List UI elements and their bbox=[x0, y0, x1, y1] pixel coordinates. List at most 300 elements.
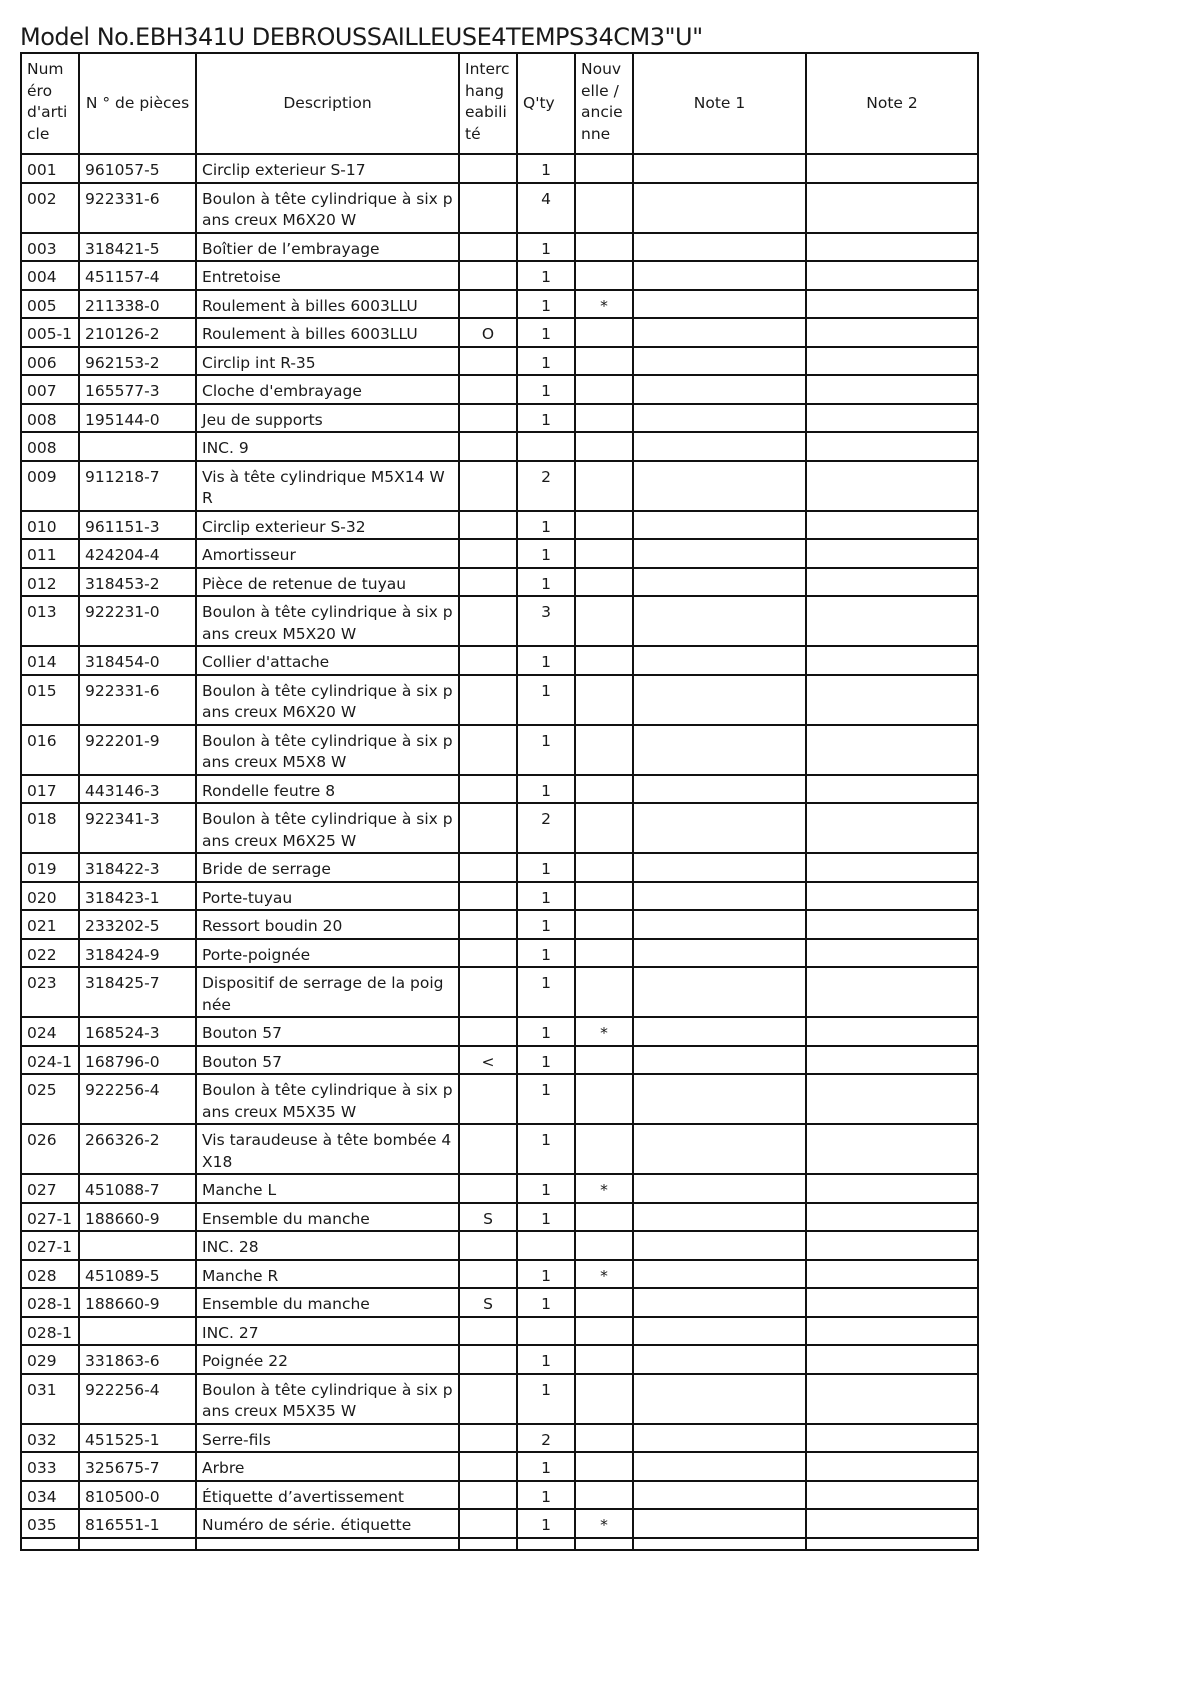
table-row bbox=[21, 939, 978, 968]
cell-qty: 1 bbox=[517, 154, 575, 183]
table-row bbox=[21, 511, 978, 540]
cell-qty: 1 bbox=[517, 290, 575, 319]
cell-newold bbox=[575, 261, 633, 290]
cell-part: 451157-4 bbox=[79, 261, 196, 290]
cell-qty: 1 bbox=[517, 910, 575, 939]
cell-part: 922331-6 bbox=[79, 675, 196, 725]
cell-newold bbox=[575, 1317, 633, 1346]
cell-note2 bbox=[806, 154, 978, 183]
cell-newold bbox=[575, 1046, 633, 1075]
cell-newold bbox=[575, 432, 633, 461]
cell-inter bbox=[459, 1345, 517, 1374]
cell-note2 bbox=[806, 511, 978, 540]
table-row bbox=[21, 725, 978, 775]
cell-newold bbox=[575, 511, 633, 540]
cell-num: 027-1 bbox=[21, 1231, 79, 1260]
cell-note2 bbox=[806, 461, 978, 511]
cell-note2 bbox=[806, 1231, 978, 1260]
table-row bbox=[21, 1231, 978, 1260]
cell-inter bbox=[459, 1017, 517, 1046]
cell-desc: Numéro de série. étiquette bbox=[196, 1509, 459, 1538]
cell-inter bbox=[459, 675, 517, 725]
cell-qty: 1 bbox=[517, 882, 575, 911]
cell-note1 bbox=[633, 1345, 806, 1374]
cell-part: 331863-6 bbox=[79, 1345, 196, 1374]
cell-newold bbox=[575, 882, 633, 911]
cell-inter bbox=[459, 290, 517, 319]
cell-qty: 1 bbox=[517, 675, 575, 725]
cell-qty: 1 bbox=[517, 853, 575, 882]
cell-desc: Étiquette d’avertissement bbox=[196, 1481, 459, 1510]
cell-inter bbox=[459, 511, 517, 540]
cell-note1 bbox=[633, 596, 806, 646]
cell-note1 bbox=[633, 882, 806, 911]
table-row bbox=[21, 1481, 978, 1510]
cell-newold bbox=[575, 568, 633, 597]
cell-part: 325675-7 bbox=[79, 1452, 196, 1481]
cell-newold bbox=[575, 1231, 633, 1260]
cell-desc: Ressort boudin 20 bbox=[196, 910, 459, 939]
cell-desc: Roulement à billes 6003LLU bbox=[196, 318, 459, 347]
cell-qty: 1 bbox=[517, 1174, 575, 1203]
cell-newold bbox=[575, 1345, 633, 1374]
cell-qty: 1 bbox=[517, 1452, 575, 1481]
cell-part: 195144-0 bbox=[79, 404, 196, 433]
cell-part: 318423-1 bbox=[79, 882, 196, 911]
cell-part: 318425-7 bbox=[79, 967, 196, 1017]
col-header-note2: Note 2 bbox=[806, 53, 978, 154]
cell-part: 168796-0 bbox=[79, 1046, 196, 1075]
cell-note2 bbox=[806, 1509, 978, 1538]
cell-qty: 1 bbox=[517, 1074, 575, 1124]
table-row bbox=[21, 318, 978, 347]
cell-empty bbox=[21, 1538, 79, 1550]
cell-num: 028-1 bbox=[21, 1317, 79, 1346]
cell-desc: Bouton 57 bbox=[196, 1046, 459, 1075]
cell-num: 015 bbox=[21, 675, 79, 725]
cell-desc: Ensemble du manche bbox=[196, 1203, 459, 1232]
cell-qty: 2 bbox=[517, 461, 575, 511]
cell-note2 bbox=[806, 432, 978, 461]
table-row bbox=[21, 967, 978, 1017]
cell-part bbox=[79, 1317, 196, 1346]
cell-newold bbox=[575, 803, 633, 853]
cell-note1 bbox=[633, 1124, 806, 1174]
cell-part: 233202-5 bbox=[79, 910, 196, 939]
cell-part: 211338-0 bbox=[79, 290, 196, 319]
table-row bbox=[21, 675, 978, 725]
cell-desc: Rondelle feutre 8 bbox=[196, 775, 459, 804]
cell-desc: Roulement à billes 6003LLU bbox=[196, 290, 459, 319]
cell-num: 016 bbox=[21, 725, 79, 775]
cell-note1 bbox=[633, 1481, 806, 1510]
cell-inter bbox=[459, 1452, 517, 1481]
table-row bbox=[21, 646, 978, 675]
cell-desc: Boulon à tête cylindrique à six pans creux M5X35 W bbox=[196, 1374, 459, 1424]
cell-note2 bbox=[806, 775, 978, 804]
cell-note2 bbox=[806, 568, 978, 597]
cell-note2 bbox=[806, 1074, 978, 1124]
cell-part: 318453-2 bbox=[79, 568, 196, 597]
cell-note2 bbox=[806, 1288, 978, 1317]
cell-note2 bbox=[806, 882, 978, 911]
cell-newold bbox=[575, 183, 633, 233]
cell-desc: Boulon à tête cylindrique à six pans creux M5X20 W bbox=[196, 596, 459, 646]
cell-note1 bbox=[633, 461, 806, 511]
cell-num: 029 bbox=[21, 1345, 79, 1374]
cell-newold: * bbox=[575, 1174, 633, 1203]
cell-num: 032 bbox=[21, 1424, 79, 1453]
cell-newold bbox=[575, 1203, 633, 1232]
cell-desc: Circlip int R-35 bbox=[196, 347, 459, 376]
cell-inter bbox=[459, 183, 517, 233]
cell-qty bbox=[517, 1317, 575, 1346]
cell-note2 bbox=[806, 675, 978, 725]
cell-qty: 1 bbox=[517, 1509, 575, 1538]
cell-qty: 1 bbox=[517, 775, 575, 804]
col-header-inter: Interchangeabilité bbox=[459, 53, 517, 154]
table-row bbox=[21, 803, 978, 853]
cell-num: 019 bbox=[21, 853, 79, 882]
cell-desc: Boulon à tête cylindrique à six pans creux M5X35 W bbox=[196, 1074, 459, 1124]
cell-num: 022 bbox=[21, 939, 79, 968]
cell-note2 bbox=[806, 910, 978, 939]
table-row bbox=[21, 183, 978, 233]
cell-note2 bbox=[806, 1046, 978, 1075]
cell-newold bbox=[575, 461, 633, 511]
table-row bbox=[21, 882, 978, 911]
cell-qty: 1 bbox=[517, 967, 575, 1017]
cell-inter bbox=[459, 967, 517, 1017]
cell-desc: INC. 28 bbox=[196, 1231, 459, 1260]
cell-qty: 1 bbox=[517, 233, 575, 262]
cell-note2 bbox=[806, 539, 978, 568]
cell-num: 033 bbox=[21, 1452, 79, 1481]
cell-desc: Boulon à tête cylindrique à six pans creux M6X20 W bbox=[196, 183, 459, 233]
cell-num: 021 bbox=[21, 910, 79, 939]
table-row bbox=[21, 1074, 978, 1124]
table-row-partial bbox=[21, 1538, 978, 1550]
table-row bbox=[21, 1046, 978, 1075]
cell-num: 003 bbox=[21, 233, 79, 262]
cell-num: 013 bbox=[21, 596, 79, 646]
cell-empty bbox=[806, 1538, 978, 1550]
cell-note1 bbox=[633, 318, 806, 347]
cell-desc: Porte-poignée bbox=[196, 939, 459, 968]
cell-note1 bbox=[633, 511, 806, 540]
cell-qty: 1 bbox=[517, 1481, 575, 1510]
cell-empty bbox=[459, 1538, 517, 1550]
cell-num: 011 bbox=[21, 539, 79, 568]
cell-inter bbox=[459, 910, 517, 939]
cell-note2 bbox=[806, 1317, 978, 1346]
cell-note2 bbox=[806, 596, 978, 646]
cell-qty: 2 bbox=[517, 1424, 575, 1453]
cell-num: 027-1 bbox=[21, 1203, 79, 1232]
cell-note2 bbox=[806, 853, 978, 882]
cell-qty: 1 bbox=[517, 646, 575, 675]
cell-note2 bbox=[806, 939, 978, 968]
cell-num: 012 bbox=[21, 568, 79, 597]
cell-note1 bbox=[633, 1203, 806, 1232]
cell-inter bbox=[459, 233, 517, 262]
cell-inter: S bbox=[459, 1203, 517, 1232]
cell-qty: 4 bbox=[517, 183, 575, 233]
cell-num: 005 bbox=[21, 290, 79, 319]
cell-inter bbox=[459, 1231, 517, 1260]
cell-num: 014 bbox=[21, 646, 79, 675]
cell-inter bbox=[459, 1509, 517, 1538]
cell-newold bbox=[575, 1124, 633, 1174]
cell-note2 bbox=[806, 803, 978, 853]
cell-newold bbox=[575, 1481, 633, 1510]
table-row bbox=[21, 404, 978, 433]
col-header-qty: Q'ty bbox=[517, 53, 575, 154]
cell-desc: Boulon à tête cylindrique à six pans creux M5X8 W bbox=[196, 725, 459, 775]
cell-note1 bbox=[633, 347, 806, 376]
cell-num: 007 bbox=[21, 375, 79, 404]
cell-note1 bbox=[633, 1424, 806, 1453]
cell-qty: 1 bbox=[517, 568, 575, 597]
cell-num: 031 bbox=[21, 1374, 79, 1424]
cell-num: 010 bbox=[21, 511, 79, 540]
cell-note2 bbox=[806, 1124, 978, 1174]
cell-desc: Circlip exterieur S-32 bbox=[196, 511, 459, 540]
cell-num: 004 bbox=[21, 261, 79, 290]
cell-num: 024-1 bbox=[21, 1046, 79, 1075]
cell-desc: Ensemble du manche bbox=[196, 1288, 459, 1317]
cell-note1 bbox=[633, 539, 806, 568]
cell-note1 bbox=[633, 568, 806, 597]
cell-desc: Bride de serrage bbox=[196, 853, 459, 882]
cell-num: 028 bbox=[21, 1260, 79, 1289]
cell-desc: Boulon à tête cylindrique à six pans creux M6X20 W bbox=[196, 675, 459, 725]
cell-qty: 1 bbox=[517, 1046, 575, 1075]
table-header-row bbox=[21, 53, 978, 154]
cell-inter bbox=[459, 261, 517, 290]
cell-note2 bbox=[806, 967, 978, 1017]
cell-num: 005-1 bbox=[21, 318, 79, 347]
cell-desc: Boîtier de l’embrayage bbox=[196, 233, 459, 262]
cell-newold bbox=[575, 233, 633, 262]
cell-qty: 1 bbox=[517, 1345, 575, 1374]
cell-inter bbox=[459, 725, 517, 775]
table-row bbox=[21, 1374, 978, 1424]
cell-inter bbox=[459, 432, 517, 461]
table-row bbox=[21, 596, 978, 646]
cell-desc: Arbre bbox=[196, 1452, 459, 1481]
table-row bbox=[21, 233, 978, 262]
cell-part: 451525-1 bbox=[79, 1424, 196, 1453]
cell-part: 188660-9 bbox=[79, 1203, 196, 1232]
table-row bbox=[21, 461, 978, 511]
cell-desc: Poignée 22 bbox=[196, 1345, 459, 1374]
cell-part: 922231-0 bbox=[79, 596, 196, 646]
cell-desc: Pièce de retenue de tuyau bbox=[196, 568, 459, 597]
cell-note2 bbox=[806, 1345, 978, 1374]
cell-note1 bbox=[633, 725, 806, 775]
cell-qty: 1 bbox=[517, 1203, 575, 1232]
cell-part: 922331-6 bbox=[79, 183, 196, 233]
page-title: Model No.EBH341U DEBROUSSAILLEUSE4TEMPS34CM3"U" bbox=[20, 23, 703, 51]
col-header-num: Numéro d'article bbox=[21, 53, 79, 154]
col-header-desc: Description bbox=[196, 53, 459, 154]
cell-part: 922256-4 bbox=[79, 1374, 196, 1424]
cell-note1 bbox=[633, 1317, 806, 1346]
cell-note2 bbox=[806, 725, 978, 775]
cell-desc: Manche L bbox=[196, 1174, 459, 1203]
cell-desc: Manche R bbox=[196, 1260, 459, 1289]
cell-inter: < bbox=[459, 1046, 517, 1075]
cell-note1 bbox=[633, 1174, 806, 1203]
cell-note1 bbox=[633, 1074, 806, 1124]
cell-note1 bbox=[633, 775, 806, 804]
cell-inter: S bbox=[459, 1288, 517, 1317]
cell-desc: Jeu de supports bbox=[196, 404, 459, 433]
cell-qty: 1 bbox=[517, 539, 575, 568]
cell-inter bbox=[459, 803, 517, 853]
cell-newold bbox=[575, 596, 633, 646]
cell-part: 810500-0 bbox=[79, 1481, 196, 1510]
cell-desc: Vis à tête cylindrique M5X14 WR bbox=[196, 461, 459, 511]
cell-note2 bbox=[806, 318, 978, 347]
cell-note1 bbox=[633, 803, 806, 853]
cell-desc: Cloche d'embrayage bbox=[196, 375, 459, 404]
cell-part: 922256-4 bbox=[79, 1074, 196, 1124]
cell-note2 bbox=[806, 233, 978, 262]
cell-num: 023 bbox=[21, 967, 79, 1017]
cell-note2 bbox=[806, 1017, 978, 1046]
cell-newold bbox=[575, 154, 633, 183]
cell-inter bbox=[459, 568, 517, 597]
cell-num: 025 bbox=[21, 1074, 79, 1124]
cell-inter bbox=[459, 939, 517, 968]
cell-newold bbox=[575, 1288, 633, 1317]
cell-inter bbox=[459, 1317, 517, 1346]
cell-note1 bbox=[633, 1017, 806, 1046]
cell-note1 bbox=[633, 967, 806, 1017]
cell-desc: INC. 27 bbox=[196, 1317, 459, 1346]
cell-qty: 1 bbox=[517, 375, 575, 404]
cell-note1 bbox=[633, 675, 806, 725]
cell-newold: * bbox=[575, 1017, 633, 1046]
cell-note1 bbox=[633, 1231, 806, 1260]
cell-qty: 1 bbox=[517, 404, 575, 433]
cell-part: 318424-9 bbox=[79, 939, 196, 968]
cell-num: 026 bbox=[21, 1124, 79, 1174]
cell-num: 035 bbox=[21, 1509, 79, 1538]
cell-part bbox=[79, 432, 196, 461]
cell-desc: Circlip exterieur S-17 bbox=[196, 154, 459, 183]
cell-note1 bbox=[633, 261, 806, 290]
cell-note2 bbox=[806, 646, 978, 675]
cell-inter bbox=[459, 154, 517, 183]
cell-note1 bbox=[633, 290, 806, 319]
table-row bbox=[21, 539, 978, 568]
table-body bbox=[21, 154, 978, 1550]
cell-desc: Bouton 57 bbox=[196, 1017, 459, 1046]
cell-num: 006 bbox=[21, 347, 79, 376]
cell-note1 bbox=[633, 1288, 806, 1317]
cell-part: 424204-4 bbox=[79, 539, 196, 568]
cell-note2 bbox=[806, 1424, 978, 1453]
cell-note1 bbox=[633, 853, 806, 882]
table-row bbox=[21, 347, 978, 376]
table-row bbox=[21, 154, 978, 183]
cell-note1 bbox=[633, 1260, 806, 1289]
cell-note1 bbox=[633, 1509, 806, 1538]
cell-inter bbox=[459, 1074, 517, 1124]
cell-qty: 1 bbox=[517, 939, 575, 968]
cell-qty: 1 bbox=[517, 511, 575, 540]
cell-newold bbox=[575, 539, 633, 568]
cell-note1 bbox=[633, 1046, 806, 1075]
cell-inter bbox=[459, 404, 517, 433]
cell-note2 bbox=[806, 183, 978, 233]
cell-note1 bbox=[633, 375, 806, 404]
cell-part: 961151-3 bbox=[79, 511, 196, 540]
cell-empty bbox=[79, 1538, 196, 1550]
cell-qty: 1 bbox=[517, 1260, 575, 1289]
cell-qty: 2 bbox=[517, 803, 575, 853]
table-row bbox=[21, 1017, 978, 1046]
cell-note2 bbox=[806, 261, 978, 290]
cell-note1 bbox=[633, 233, 806, 262]
table-row bbox=[21, 1203, 978, 1232]
cell-inter bbox=[459, 596, 517, 646]
cell-part bbox=[79, 1231, 196, 1260]
table-row bbox=[21, 1452, 978, 1481]
cell-note1 bbox=[633, 183, 806, 233]
cell-newold bbox=[575, 646, 633, 675]
cell-inter bbox=[459, 1174, 517, 1203]
cell-inter bbox=[459, 461, 517, 511]
cell-newold bbox=[575, 853, 633, 882]
table-row bbox=[21, 1345, 978, 1374]
cell-newold: * bbox=[575, 290, 633, 319]
cell-qty bbox=[517, 432, 575, 461]
cell-note1 bbox=[633, 404, 806, 433]
cell-qty: 1 bbox=[517, 1288, 575, 1317]
cell-newold bbox=[575, 967, 633, 1017]
table-row bbox=[21, 910, 978, 939]
cell-part: 922201-9 bbox=[79, 725, 196, 775]
cell-part: 318422-3 bbox=[79, 853, 196, 882]
cell-part: 451088-7 bbox=[79, 1174, 196, 1203]
cell-desc: Amortisseur bbox=[196, 539, 459, 568]
cell-desc: INC. 9 bbox=[196, 432, 459, 461]
cell-part: 318454-0 bbox=[79, 646, 196, 675]
cell-num: 020 bbox=[21, 882, 79, 911]
cell-empty bbox=[575, 1538, 633, 1550]
cell-num: 008 bbox=[21, 432, 79, 461]
cell-inter bbox=[459, 1481, 517, 1510]
cell-note1 bbox=[633, 154, 806, 183]
cell-qty: 1 bbox=[517, 725, 575, 775]
cell-note2 bbox=[806, 1481, 978, 1510]
cell-qty: 3 bbox=[517, 596, 575, 646]
cell-newold bbox=[575, 1424, 633, 1453]
cell-num: 002 bbox=[21, 183, 79, 233]
cell-inter bbox=[459, 539, 517, 568]
cell-newold bbox=[575, 404, 633, 433]
cell-inter bbox=[459, 1260, 517, 1289]
cell-inter bbox=[459, 1424, 517, 1453]
table-row bbox=[21, 1317, 978, 1346]
cell-note1 bbox=[633, 939, 806, 968]
cell-inter bbox=[459, 646, 517, 675]
cell-note1 bbox=[633, 432, 806, 461]
